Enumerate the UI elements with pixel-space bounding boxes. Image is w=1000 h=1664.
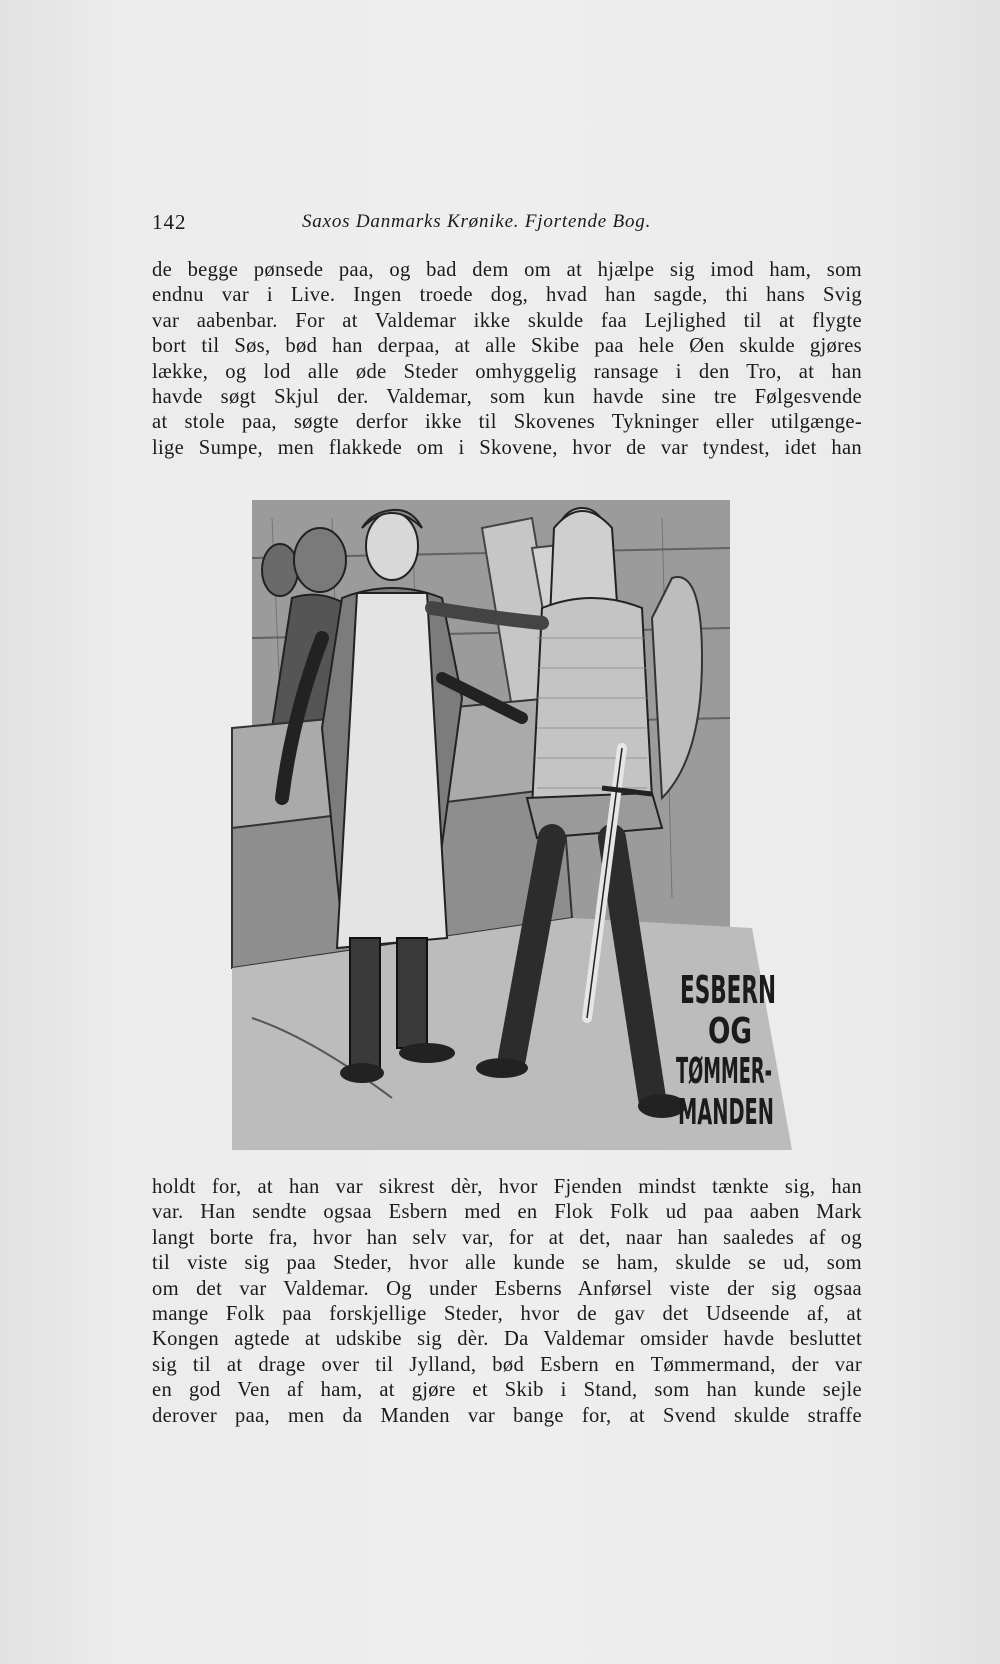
carpenter-head <box>366 512 418 580</box>
carpenter-apron <box>337 593 447 948</box>
running-title: Saxos Danmarks Krønike. Fjortende Bog. <box>302 211 652 232</box>
text-line: var aabenbar. For at Valdemar ikke skulde faa Lejlighed til at flygte <box>152 309 862 332</box>
text-line: de begge pønsede paa, og bad dem om at hjælpe sig imod ham, som <box>152 259 862 281</box>
text-line: om det var Valdemar. Og under Esberns Anførsel viste der sig ogsaa <box>152 1277 862 1300</box>
illustration-drawing <box>232 498 832 1150</box>
knight-mail <box>532 598 652 808</box>
text-line: havde søgt Skjul der. Valdemar, som kun havde sine tre Følgesvende <box>152 385 862 408</box>
text-line: lige Sumpe, men flakkede om i Skovene, hvor de var tyndest, idet han <box>152 436 862 459</box>
caption-line: MANDEN <box>678 1092 774 1133</box>
text-line: derover paa, men da Manden var bange for, at Svend skulde straffe <box>152 1404 862 1427</box>
text-line: bort til Søs, bød han derpaa, at alle Skibe paa hele Øen skulde gjøres <box>152 335 862 358</box>
text-line: langt borte fra, hvor han selv var, for at det, naar han saaledes af og <box>152 1226 862 1249</box>
text-line: Kongen agtede at udskibe sig dèr. Da Valdemar omsider havde besluttet <box>152 1328 862 1351</box>
text-line: lække, og lod alle øde Steder omhyggelig ransage i den Tro, at han <box>152 360 862 383</box>
text-line: at stole paa, søgte derfor ikke til Skovenes Tykninger eller utilgænge- <box>152 411 862 434</box>
illustration <box>232 498 832 1150</box>
text-line: sig til at drage over til Jylland, bød Esbern en Tømmermand, der var <box>152 1353 862 1376</box>
text-line: var. Han sendte ogsaa Esbern med en Flok Folk ud paa aaben Mark <box>152 1201 862 1224</box>
text-line: holdt for, at han var sikrest dèr, hvor Fjenden mindst tænkte sig, han <box>152 1176 862 1198</box>
text-line: til viste sig paa Steder, hvor alle kunde se ham, skulde se ud, som <box>152 1252 862 1275</box>
top-paragraph <box>152 258 862 461</box>
caption-line: ESBERN <box>680 968 776 1012</box>
bottom-paragraph <box>152 1175 862 1429</box>
text-line: en god Ven af ham, at gjøre et Skib i Stand, som han kunde sejle <box>152 1379 862 1402</box>
text-line: mange Folk paa forskjellige Steder, hvor de gav det Udseende af, at <box>152 1302 862 1325</box>
caption-line: OG <box>708 1011 752 1052</box>
text-line: endnu var i Live. Ingen troede dog, hvad han sagde, thi hans Svig <box>152 284 862 307</box>
illustration-caption <box>676 968 776 1133</box>
caption-line: TØMMER- <box>676 1051 772 1092</box>
page-number: 142 <box>152 210 187 234</box>
page-header <box>152 210 862 240</box>
